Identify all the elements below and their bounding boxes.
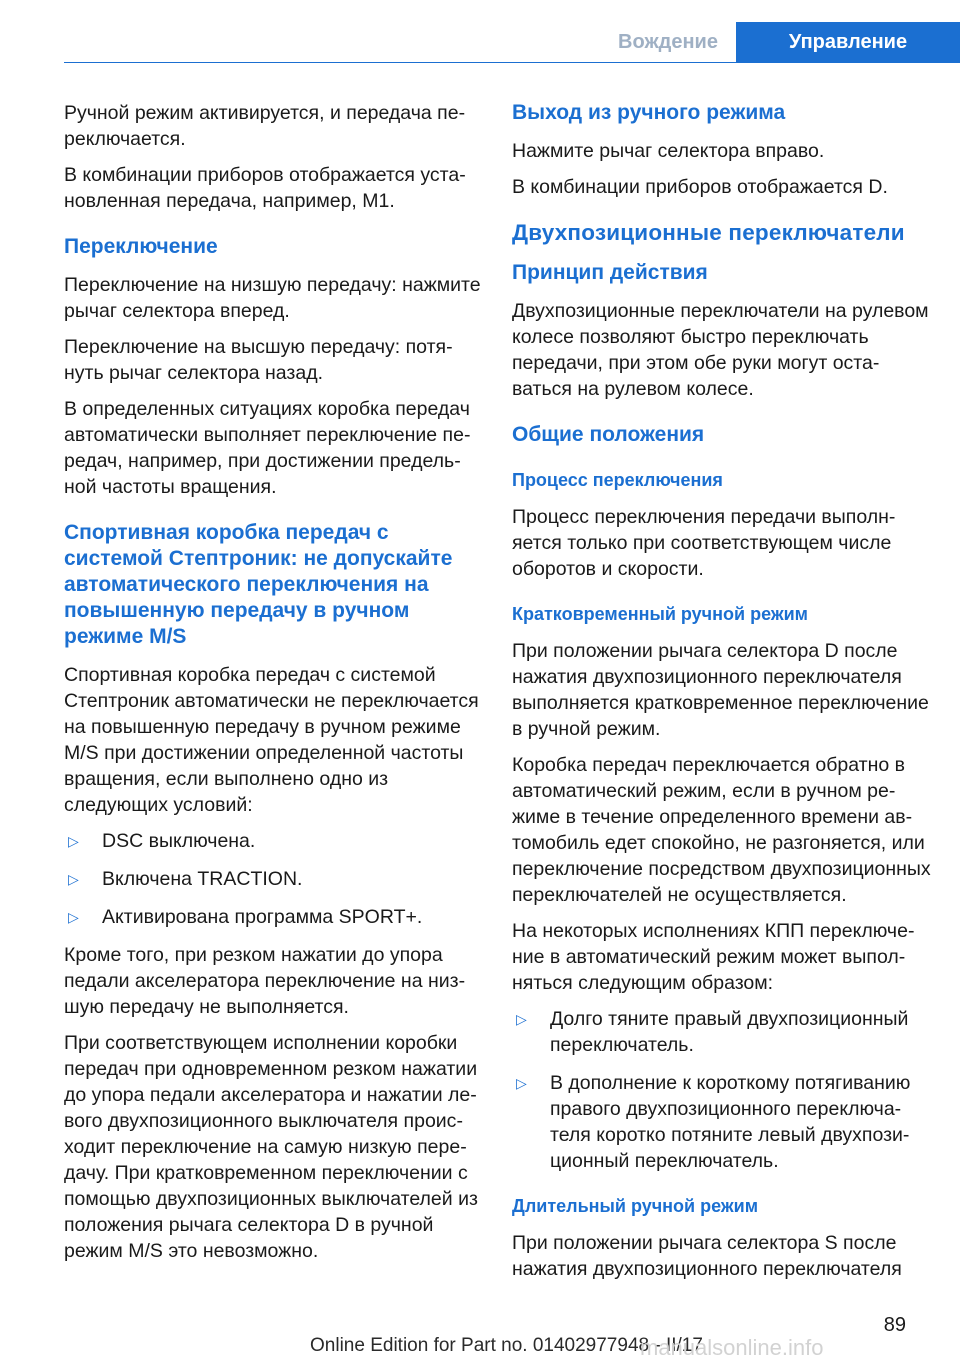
section-heading-general: Общие положения — [512, 423, 705, 446]
paragraph: Двухпозиционные переключатели на рулевом колесе позволяют быстро переключать передачи, при этом обе руки могут оставаться на рулевом колесе. — [512, 300, 929, 400]
paragraph: Ручной режим активируется, и передача переключается. — [64, 102, 466, 150]
paragraph: При положении рычага селектора D после нажатия двухпозиционного переключателя выполняется кратковременное переключение в ручной режим. — [512, 640, 929, 740]
section-heading-exit: Выход из ручного режима — [512, 101, 786, 124]
paragraph: В определенных ситуациях коробка передач автоматически выполняет переключение передач, например, при достижении предельной частоты вращения. — [64, 398, 471, 498]
section-heading-principle: Принцип действия — [512, 261, 708, 284]
section-heading-long-manual: Длительный ручной режим — [512, 1196, 759, 1216]
paragraph: Спортивная коробка передач с системой Стептроник автоматически не переключается на повышенную передачу в ручном режиме M/S при достижении определенной частоты вращения, если выполнено одно из следующих условий: — [64, 664, 479, 816]
paragraph: Процесс переключения передачи выполняется только при соответствующем числе оборотов и скорости. — [512, 506, 896, 580]
left-column — [64, 100, 482, 1274]
paragraph: Переключение на высшую передачу: потянуть рычаг селектора назад. — [64, 336, 453, 384]
bullet-triangle-icon: ▷ — [68, 871, 79, 887]
paragraph: Переключение на низшую передачу: нажмите рычаг селектора вперед. — [64, 274, 481, 322]
list-item: ▷ Долго тяните правый двухпозиционный переключатель. — [516, 1008, 909, 1056]
section-heading-process: Процесс переключения — [512, 470, 723, 490]
paragraph: В комбинации приборов отображается D. — [512, 176, 888, 198]
conditions-list — [64, 828, 482, 930]
list-item: ▷ DSC выключена. — [68, 830, 256, 852]
bullet-triangle-icon: ▷ — [68, 909, 79, 925]
list-item: ▷ Активирована программа SPORT+. — [68, 906, 423, 928]
bullet-triangle-icon: ▷ — [516, 1075, 527, 1091]
paragraph: На некоторых исполнениях КПП переключение в автоматический режим может выполняться следующим образом: — [512, 920, 915, 994]
edition-footer: Online Edition for Part no. 01402977948 - II/17 — [310, 1335, 703, 1356]
section-heading-short-manual: Кратковременный ручной режим — [512, 604, 808, 624]
right-column — [512, 100, 932, 1292]
page-number: 89 — [883, 1314, 906, 1336]
page-header — [0, 22, 960, 62]
paragraph: Кроме того, при резком нажатии до упора педали акселератора переключение на низшую передачу не выполняется. — [64, 944, 466, 1018]
header-divider — [64, 62, 960, 63]
list-item: ▷ Включена TRACTION. — [68, 868, 303, 890]
paragraph: Коробка передач переключается обратно в автоматический режим, если в ручном режиме в течение определенного времени автомобиль едет спокойно, не разгоняется, или переключение посредством двухпозиционных переключателей не осуществляется. — [512, 754, 931, 906]
section-heading-shift: Переключение — [64, 235, 218, 258]
options-list — [512, 1006, 932, 1174]
tab-controls[interactable]: Управление — [736, 22, 960, 62]
watermark: manualsonline.info — [640, 1335, 824, 1360]
bullet-triangle-icon: ▷ — [516, 1011, 527, 1027]
bullet-triangle-icon: ▷ — [68, 833, 79, 849]
paragraph: При положении рычага селектора S после нажатия двухпозиционного переключателя — [512, 1232, 902, 1280]
tab-driving[interactable]: Вождение — [618, 30, 718, 53]
section-heading-paddles: Двухпозиционные переключатели — [512, 220, 905, 245]
list-item: ▷ В дополнение к короткому потягиванию правого двухпозиционного переключателя коротко потяните левый двухпозиционный переключатель. — [516, 1072, 911, 1172]
paragraph: При соответствующем исполнении коробки передач при одновременном резком нажатии до упора педали акселератора и нажатии левого двухпозиционного выключателя происходит переключение на самую низкую передачу. При кратковременном переключении с помощью двухпозиционных выключателей из положения рычага селектора D в ручной режим M/S это невозможно. — [64, 1032, 478, 1262]
section-heading-sport: Спортивная коробка передач с системой Стептроник: не допускайте автоматического переключения на повышенную передачу в ручном режиме M/S — [64, 521, 453, 648]
paragraph: В комбинации приборов отображается установленная передача, например, M1. — [64, 164, 466, 212]
paragraph: Нажмите рычаг селектора вправо. — [512, 140, 825, 162]
